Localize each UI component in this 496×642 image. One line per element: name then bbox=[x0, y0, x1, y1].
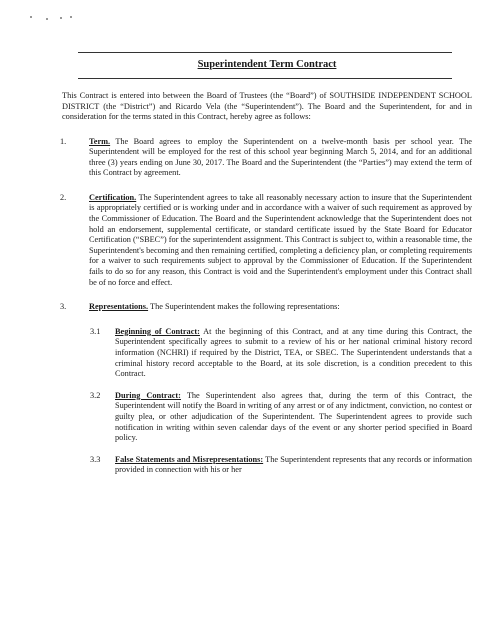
section-certification bbox=[62, 193, 472, 288]
title-rule-bottom bbox=[78, 78, 452, 79]
subsection-beginning-of-contract bbox=[90, 326, 472, 380]
section-representations bbox=[62, 302, 472, 313]
subsection-during-contract bbox=[90, 390, 472, 444]
subsection-number: 3.2 bbox=[90, 390, 101, 400]
subsection-number: 3.3 bbox=[90, 454, 101, 464]
subsection-number: 3.1 bbox=[90, 326, 101, 336]
section-term bbox=[62, 137, 472, 179]
section-number: 3. bbox=[60, 302, 67, 312]
section-heading: Certification. bbox=[89, 192, 137, 202]
subsection-heading: False Statements and Misrepresentations: bbox=[115, 454, 264, 464]
scan-specks bbox=[30, 14, 90, 22]
subsection-body bbox=[115, 327, 472, 380]
subsection-heading: Beginning of Contract: bbox=[115, 326, 200, 336]
section-heading: Representations. bbox=[89, 302, 149, 312]
subsection-heading: During Contract: bbox=[115, 390, 181, 400]
subsection-text: The Superintendent also agrees that, during the term of this Contract, the Superintendent will notify the Board in writing of any arrest or of any indictment, conviction, no contest or guilty plea, or other adjudication of the Superintendent. The Superintendent agrees to provide such notification in writing within seven calendar days of the event or any shorter period specified in Board policy. bbox=[115, 390, 472, 443]
document-title: Superintendent Term Contract bbox=[197, 59, 337, 70]
subsection-body bbox=[115, 455, 472, 476]
section-number: 2. bbox=[60, 192, 67, 202]
subsection-body bbox=[115, 391, 472, 444]
section-text: The Superintendent agrees to take all reasonably necessary action to insure that the Superintendent is appropriately certified or is working under and in accordance with a waiver of such requirement as approved by the Commissioner of Education. The Board and the Superintendent acknowledge that the Superintendent does not hold an endorsement, supplemental certificate, or standard certificate issued by the State Board for Educator Certification (“SBEC”) for the superintendent assignment. This Contract is subject to, within a reasonable time, the Superintendent's becoming and then remaining certified, completing a deficiency plan, or completing requirements for a waiver to such requirements subject to approval by the Commissioner of Education. If the Superintendent fails to do so for any reason, this Contract is void and the Superintendent's employment under this Contract shall be of no force and effect. bbox=[89, 192, 472, 287]
section-text: The Board agrees to employ the Superintendent on a twelve-month basis per school year. The Superintendent will be employed for the rest of this school year beginning March 5, 2014, and for an additional three (3) years ending on June 30, 2017. The Board and the Superintendent (the “Parties”) may extend the term of this Contract by agreement. bbox=[89, 136, 472, 178]
subsection-text: At the beginning of this Contract, and at any time during this Contract, the Superintendent specifically agrees to submit to a review of his or her national criminal history record information (NCHRI) if required by the District, TEA, or SBEC. The Superintendent understands that a criminal history record acceptable to the Board, at its sole discretion, is a condition precedent to this Contract. bbox=[115, 326, 472, 379]
section-body bbox=[89, 137, 472, 179]
subsection-text: The Superintendent represents that any records or information provided in connection with his or her bbox=[115, 454, 472, 475]
title-rule-top bbox=[78, 52, 452, 53]
section-body bbox=[89, 302, 472, 313]
section-number: 1. bbox=[60, 136, 67, 146]
document-page bbox=[62, 52, 472, 487]
section-body bbox=[89, 193, 472, 288]
section-heading: Term. bbox=[89, 136, 111, 146]
section-text: The Superintendent makes the following representations: bbox=[148, 302, 340, 312]
subsection-false-statements bbox=[90, 454, 472, 476]
intro-paragraph: This Contract is entered into between the Board of Trustees (the “Board”) of SOUTHSIDE INDEPENDENT SCHOOL DISTRICT (the “District”) and Ricardo Vela (the “Superintendent”). The Board and the Superintendent, for and in consideration for the terms stated in this Contract, hereby agree as follows: bbox=[62, 91, 472, 121]
